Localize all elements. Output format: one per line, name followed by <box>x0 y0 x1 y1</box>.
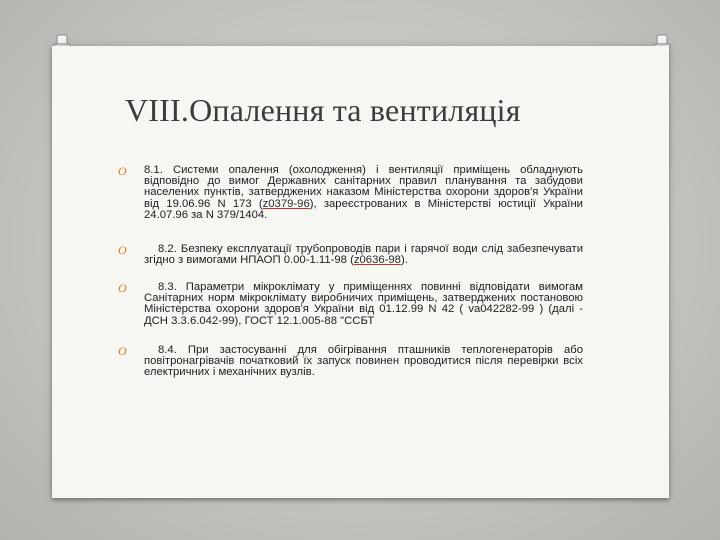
list-item <box>118 244 583 282</box>
bullet-icon: O <box>118 344 127 358</box>
bullet-list <box>118 165 583 379</box>
item-text: ), зареєстрованих в Міністерстві юстиції України 24.07.96 за N 379/1404. <box>144 197 583 221</box>
document-link[interactable]: z0379-96 <box>262 197 310 210</box>
item-text: ). <box>400 254 408 267</box>
document-link[interactable]: z0636-98 <box>353 254 401 267</box>
item-text: 8.1. Системи опалення (охолодження) і вентиляції приміщень обладнують відповідно до вимог Державних санітарних правил планування та забудови населених пунктів, затверджених наказом Міністерства охорони здоров'я України від 19.06.96 N 173 ( <box>144 164 583 210</box>
slide-title: VIII.Опалення та вентиляція <box>125 92 521 128</box>
list-item <box>118 345 583 379</box>
item-text: 8.4. При застосуванні для обігрівання пташників теплогенераторів або повітронагрівачів початковий їх запуск повинен проводитися після перевірки всіх електричних і механічних вузлів. <box>144 344 583 379</box>
list-item <box>118 165 583 244</box>
list-item <box>118 282 583 345</box>
bullet-icon: O <box>118 281 127 295</box>
item-text: 8.2. Безпеку експлуатації трубопроводів пари і гарячої води слід забезпечувати згідно з вимогами НПАОП 0.00-1.11-98 ( <box>144 243 583 267</box>
bullet-icon: O <box>118 243 127 257</box>
bullet-icon: O <box>118 164 127 178</box>
item-text: 8.3. Параметри мікроклімату у приміщеннях повинні відповідати вимогам Санітарних норм мікроклімату виробничих приміщень, затверджених постановою Міністерства охорони здоров'я України від 01.12.99 N 42 ( va042282-99 ) (далі - ДСН 3.3.6.042-99), ГОСТ 12.1.005-88 "ССБТ <box>144 281 583 327</box>
